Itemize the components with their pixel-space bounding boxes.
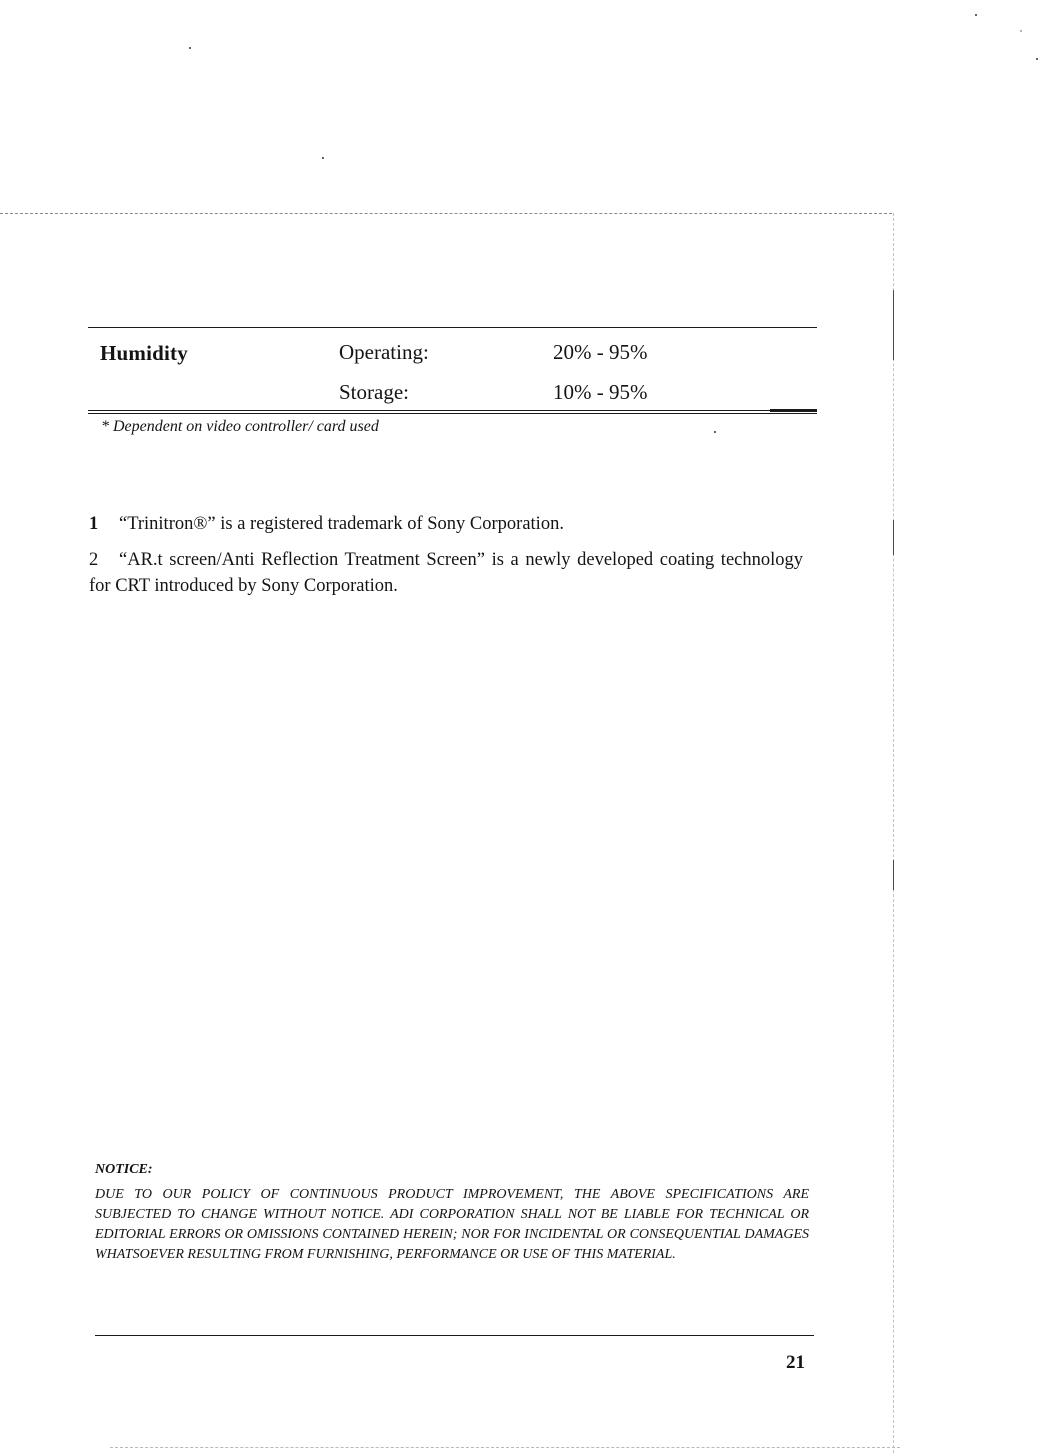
notice-body: DUE TO OUR POLICY OF CONTINUOUS PRODUCT IMPROVEMENT, THE ABOVE SPECIFICATIONS ARE SUBJECTED TO CHANGE WITHOUT NOTICE. ADI CORPORATION SHALL NOT BE LIABLE FOR TECHNICAL OR EDITORIAL ERRORS OR OMISSIONS CONTAINED HEREIN; NOR FOR INCIDENTAL OR CONSEQUENTIAL DAMAGES WHATSOEVER RESULTING FROM FURNISHING, PERFORMANCE OR USE OF THIS MATERIAL. <box>95 1187 809 1262</box>
table-bottom-rule-thick <box>770 409 817 412</box>
trademark-note-1 <box>89 511 803 537</box>
note-number: 2 <box>89 550 99 570</box>
table-top-rule <box>88 327 817 328</box>
trademark-note-2 <box>89 547 803 599</box>
spec-condition-storage: Storage: <box>339 380 409 404</box>
scan-speck <box>322 157 324 159</box>
scan-crop-line-bottom <box>110 1447 900 1448</box>
table-footnote: * Dependent on video controller/ card used <box>101 418 379 435</box>
table-bottom-rule <box>88 410 817 411</box>
scan-crop-line-top <box>0 213 892 214</box>
page-number: 21 <box>786 1352 805 1373</box>
scan-crop-mark <box>893 860 894 890</box>
spec-value-storage: 10% - 95% <box>553 380 648 404</box>
spec-value-operating: 20% - 95% <box>553 340 648 364</box>
scan-speck <box>189 47 191 49</box>
table-bottom-rule-double <box>88 413 817 414</box>
scan-speck <box>1036 58 1038 60</box>
scan-speck <box>1020 30 1022 32</box>
scan-speck <box>714 431 716 433</box>
scan-crop-line-right <box>893 213 894 1453</box>
spec-label: Humidity <box>100 341 188 365</box>
notice-title: NOTICE: <box>95 1162 153 1177</box>
note-text: “AR.t screen/Anti Reflection Treatment Screen” is a newly developed coating technology for CRT introduced by Sony Corporation. <box>89 550 803 596</box>
footer-rule <box>95 1335 814 1336</box>
scan-crop-mark <box>893 520 894 555</box>
scan-speck <box>975 14 977 16</box>
scan-crop-mark <box>893 290 894 360</box>
spec-condition-operating: Operating: <box>339 340 429 364</box>
note-text: “Trinitron®” is a registered trademark of Sony Corporation. <box>119 514 564 534</box>
note-number: 1 <box>89 514 99 534</box>
